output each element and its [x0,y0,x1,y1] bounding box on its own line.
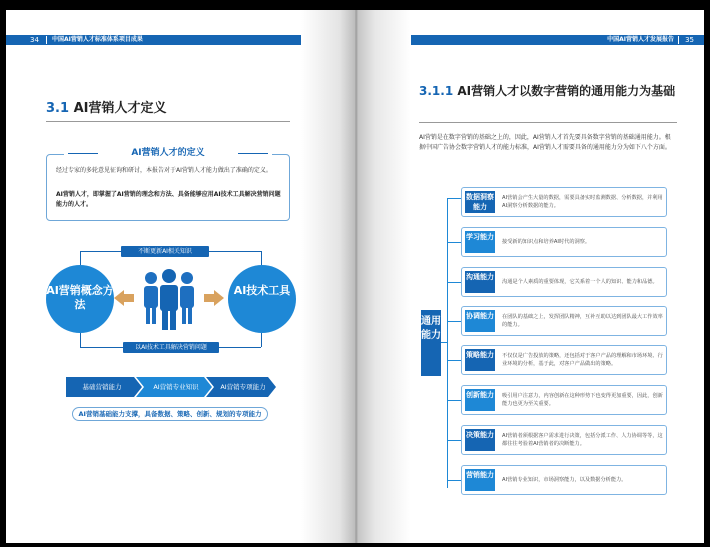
branch-line-8 [447,480,461,481]
subsection-heading [419,83,679,99]
section-number: 3.1 [46,101,70,116]
summary-pill: AI营销基础能力支撑，具备数据、策略、创新、规划的专项能力 [72,407,268,421]
capability-label: 学习能力 [465,231,495,253]
section-heading [46,97,166,116]
people-group-icon [142,268,196,330]
capability-label: 协调能力 [465,310,495,332]
title-line-left [68,153,98,154]
branch-line-3 [447,282,461,283]
capability-card [461,345,667,375]
capability-card [461,385,667,415]
bottom-pill: 以AI技术工具解决营销问题 [123,342,219,353]
capability-desc: AI营销专业知识，市场洞察能力，以及数据分析能力。 [502,477,627,483]
arrow-left-icon [114,290,134,306]
definition-title-wrap [64,145,272,161]
title-line-right [238,153,268,154]
top-pill: 不断更新AI相关知识 [121,246,209,257]
capability-label: 营销能力 [465,469,495,491]
capability-card [461,465,667,495]
left-page-number: 34 [30,36,39,44]
top-connector-right-drop [261,251,262,265]
definition-title: AI营销人才的定义 [131,148,205,158]
branch-line-4 [447,321,461,322]
capability-desc: 沟通是个人素质的重要体现，它关系着一个人的知识、能力和品德。 [502,279,658,285]
capability-label: 决策能力 [465,429,495,451]
capability-label: 沟通能力 [465,271,495,293]
bottom-connector-right-rise [261,333,262,347]
capability-desc: 不仅仅是广告投放的策略，还包括对于客户产品的理解和市场环境、行业环境的分析，基于此，对客户产品做出的策略。 [502,353,663,367]
left-running-title: 中国AI营销人才标准体系项目成果 [52,36,143,43]
bottom-connector-left [80,347,123,348]
intro-paragraph: AI营销是在数字营销的基础之上的，因此，AI营销人才首先要具备数字营销的基础通用能力。根据中国广告协会数字营销人才的能力标准，AI营销人才需要具备的通用能力分为如下八个方面。 [419,134,671,151]
capability-card [461,425,667,455]
capability-card [461,267,667,297]
branch-line-6 [447,400,461,401]
capability-card [461,187,667,217]
section-title: AI营销人才定义 [73,101,167,116]
flow-step-2: AI营销专业知识 [153,383,199,391]
bottom-connector-right [219,347,261,348]
capability-desc: 吸引用户注意力，内容创新在这种形势下也变得更加重要，因此，创新能力也更为至关重要。 [502,393,663,407]
branch-line-5 [447,360,461,361]
capability-desc: AI营销者须根据客户需求进行决策，包括分派工作、人力协调等等，这都往往考验着AI营销者的决断能力。 [502,433,663,447]
right-page-number: 35 [685,36,694,44]
definition-paragraph-2: AI营销人才，即掌握了AI营销的理念和方法、具备能够应用AI技术工具解决营销问题能力的人才。 [56,191,281,208]
top-connector-left [80,251,121,252]
capability-card [461,227,667,257]
right-running-title: 中国AI营销人才发展报告 [607,36,674,43]
heading-rule [46,121,290,122]
capability-desc: 在团队的基础之上，发挥团队精神，互补互助以达到团队最大工作效率的能力。 [502,314,663,328]
subsection-number: 3.1.1 [419,84,454,98]
capability-label: 创新能力 [465,389,495,411]
capability-desc: AI营销会产生大量的数据，需要具备实时监测数据、分析数据，并利用AI洞察分析数据的能力。 [502,195,663,209]
branch-line-1 [447,198,461,199]
right-header-band [363,35,704,45]
ai-marketing-concept-circle: AI营销概念方法 [46,265,114,333]
bottom-connector-left-rise [80,333,81,347]
capability-label: 策略能力 [465,349,495,371]
book-gutter-shadow [301,10,411,543]
definition-box [46,154,290,221]
arrow-right-icon [204,290,224,306]
definition-paragraph-1: 经过专家的多轮意见征询和研讨，本报告对于AI营销人才能力做出了准确的定义。 [56,167,272,174]
book-spread [6,10,704,543]
subsection-title: AI营销人才以数字营销的通用能力为基础 [457,84,676,98]
branch-line-2 [447,242,461,243]
left-header-band [6,35,344,45]
capability-label: 数据洞察能力 [466,193,494,211]
general-ability-label: 通用能力 [421,310,441,376]
ai-tech-tool-circle: AI技术工具 [228,265,296,333]
tree-root-line [441,342,447,343]
flow-step-1: 基础营销能力 [82,383,122,391]
capability-card [461,306,667,336]
capability-flow [66,377,276,397]
top-connector-left-drop [80,251,81,265]
subsection-rule [419,122,677,123]
flow-step-3: AI营销专项能力 [220,383,266,391]
top-connector-right [209,251,261,252]
capability-desc: 接受新的知识点和培养AI时代的洞察。 [502,239,591,245]
branch-line-7 [447,440,461,441]
